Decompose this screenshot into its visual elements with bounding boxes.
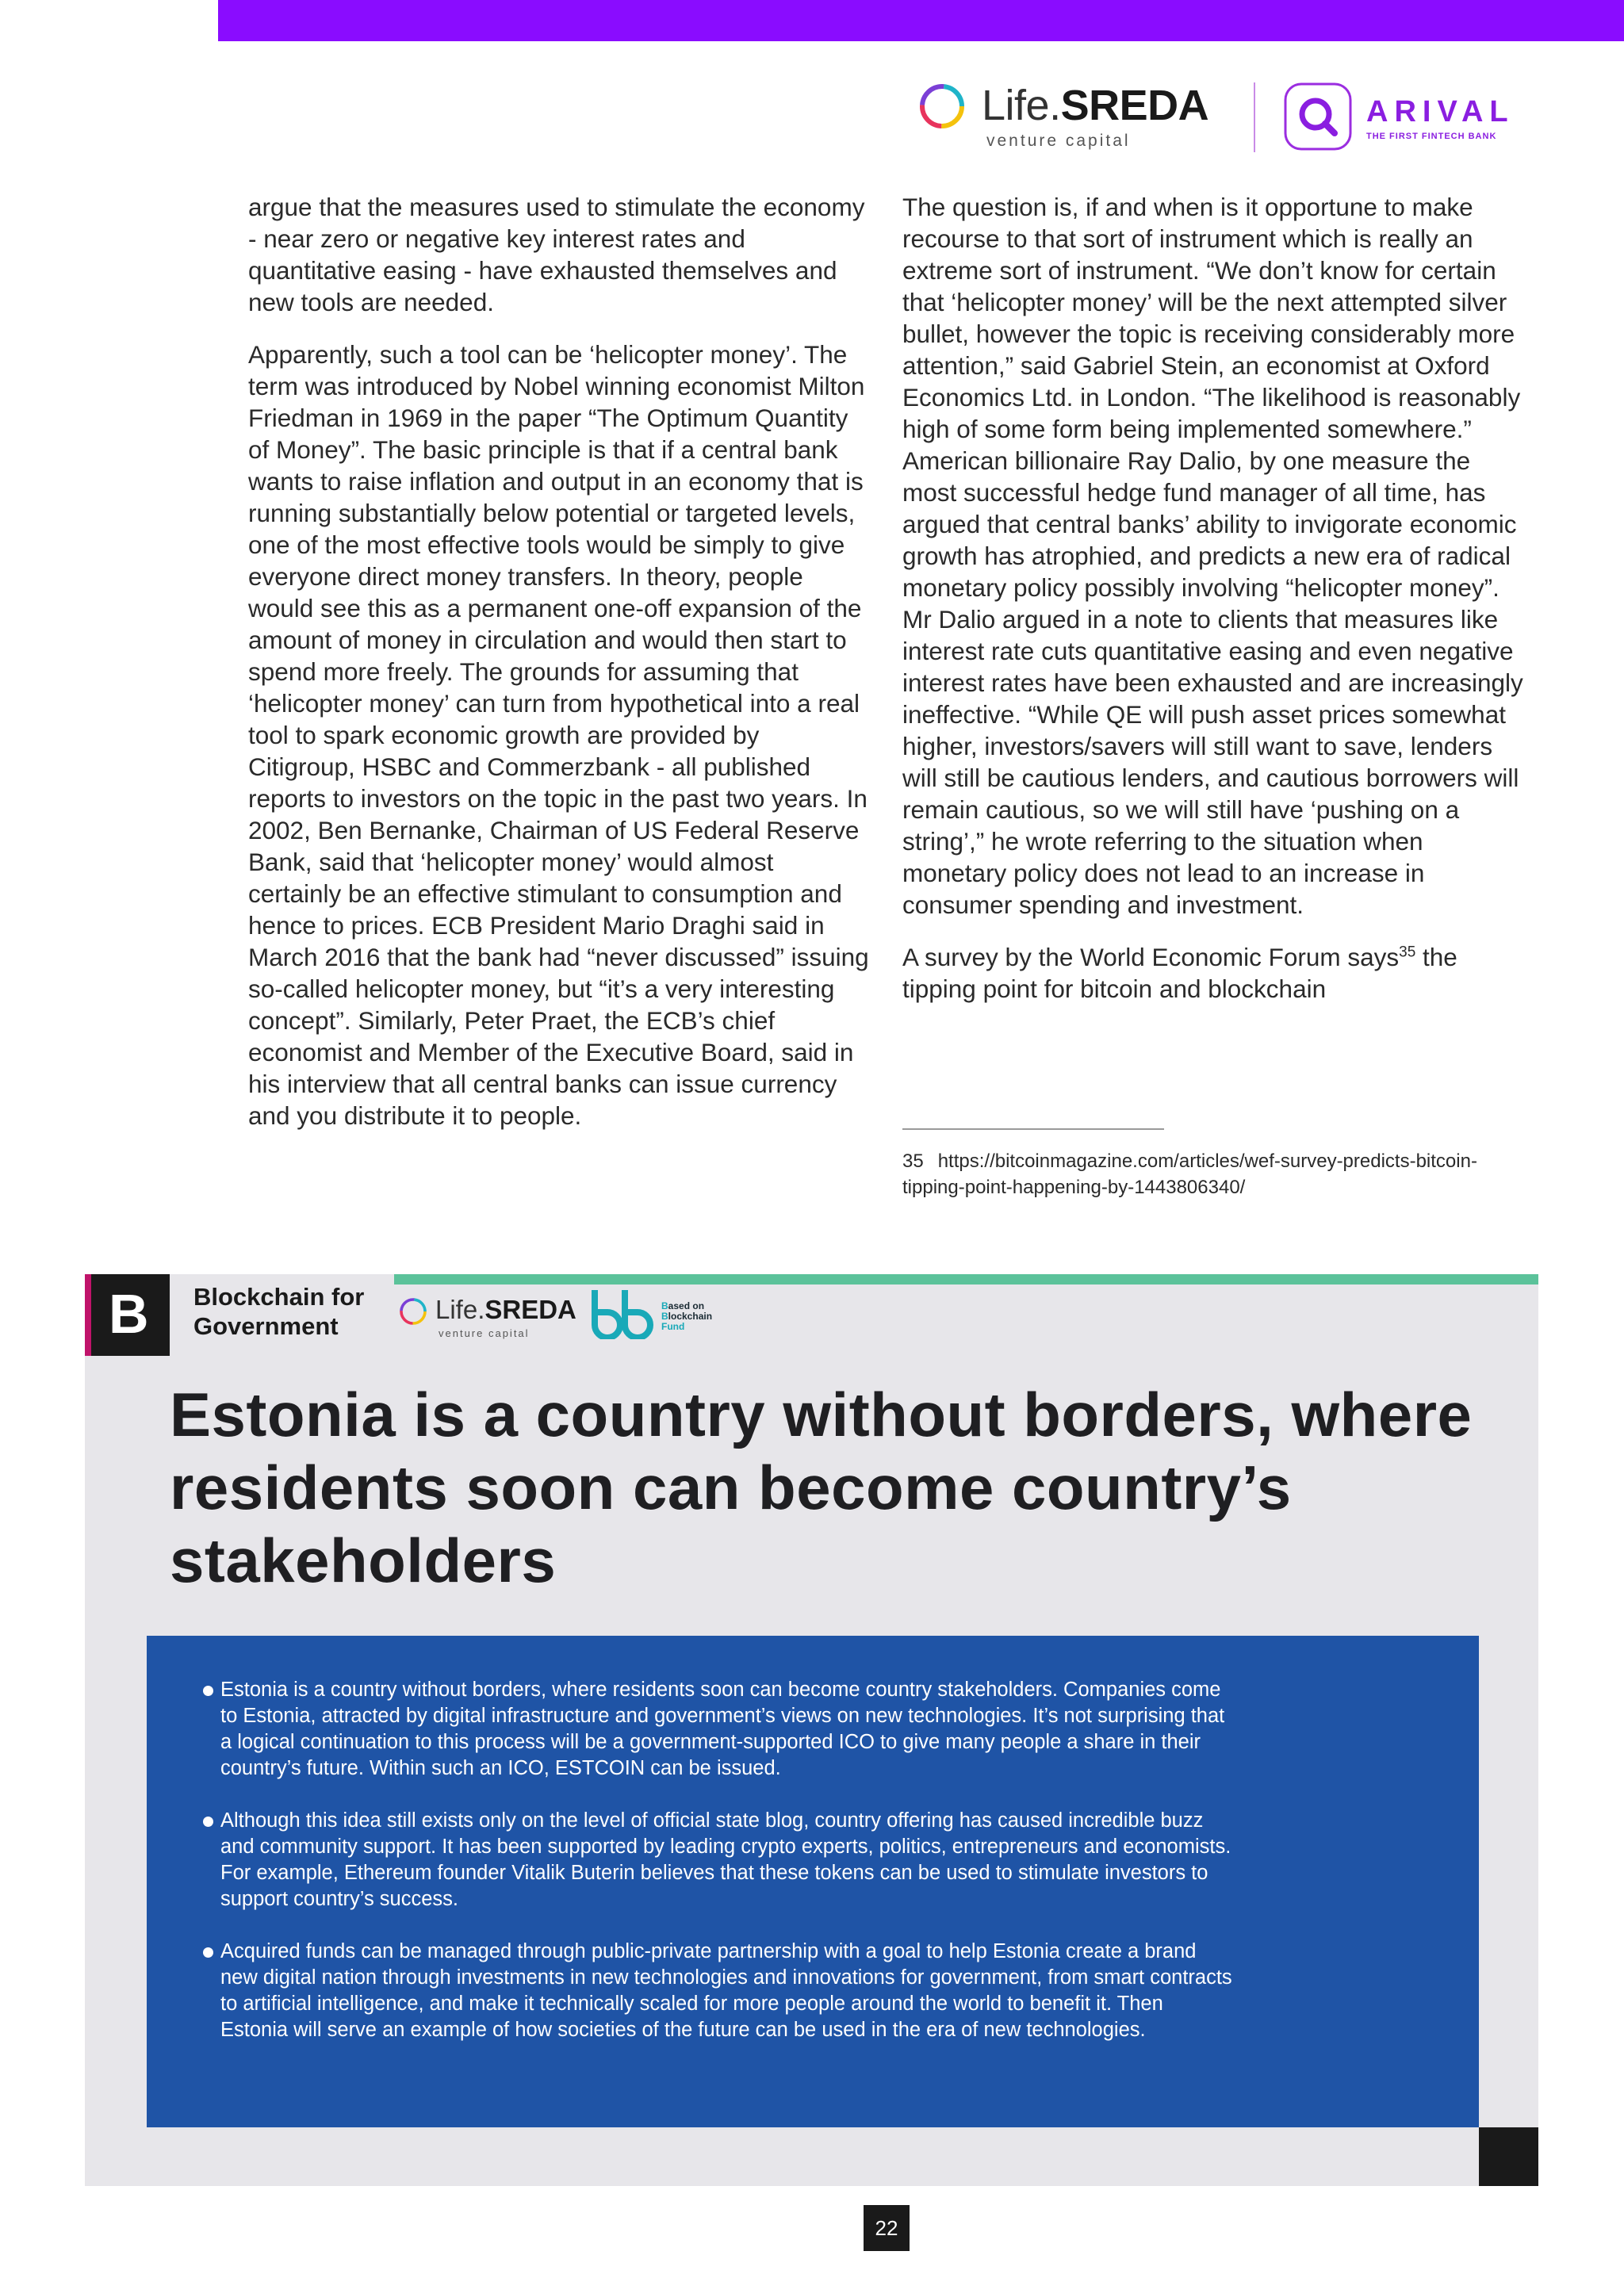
arival-search-icon — [1284, 82, 1352, 151]
footnote-ref[interactable]: 35 — [1399, 944, 1416, 961]
summary-bullet: Although this idea still exists only on the level of official state blog, country offering has caused incredible buzz and community support. It has been supported by leading crypto experts, politics, entrepreneurs and economists. For example, Ethereum founder Vitalik Buterin believes that these tokens can be used to stimulate investors to support country’s success. — [203, 1808, 1234, 1912]
footnote-number: 35 — [902, 1150, 924, 1172]
footnote-link[interactable]: https://bitcoinmagazine.com/articles/wef-survey-predicts-bitcoin-tipping-point-happening-by-1443806340/ — [902, 1150, 1477, 1198]
left-column — [248, 191, 872, 1152]
partner-life-sreda-wordmark: Life.SREDA — [435, 1295, 576, 1324]
partner-life-sreda-logo — [399, 1295, 576, 1343]
summary-bullet: Estonia is a country without borders, where residents soon can become country stakeholders. Companies come to Estonia, attracted by digital infrastructure and government’s views on new technologies. It’s not surprising that a logical continuation to this process will be a government-supported ICO to give many people a share in their country’s future. Within such an ICO, ESTCOIN can be issued. — [203, 1677, 1234, 1782]
arival-logo — [1284, 82, 1515, 154]
right-column — [902, 191, 1529, 1025]
top-accent-bar — [218, 0, 1624, 41]
life-sreda-wordmark: Life.SREDA — [982, 82, 1209, 129]
section-accent-line — [394, 1274, 1538, 1284]
summary-bullets — [203, 1677, 1234, 2069]
section-label: Blockchain for Government — [193, 1283, 365, 1340]
footnote-rule — [902, 1128, 1164, 1130]
section-badge: B — [85, 1274, 170, 1356]
section-headline: Estonia is a country without borders, where residents soon can become country’s stakeholders — [170, 1380, 1473, 1595]
footnote — [902, 1148, 1537, 1200]
partner-life-sreda-tagline: venture capital — [439, 1327, 530, 1339]
life-sreda-ring-icon — [918, 82, 966, 130]
partner-bob-logo — [590, 1287, 733, 1342]
left-paragraph-2: Apparently, such a tool can be ‘helicopter money’. The term was introduced by Nobel winning economist Milton Friedman in 1969 in the paper “The Optimum Quantity of Money”. The basic principle is that if a central bank wants to raise inflation and output in an economy that is running substantially below potential or targeted levels, one of the most effective tools would be simply to give everyone direct money transfers. In theory, people would see this as a permanent one-off expansion of the amount of money in circulation and would then start to spend more freely. The grounds for assuming that ‘helicopter money’ can turn from hypothetical into a real tool to spark economic growth are provided by Citigroup, HSBC and Commerzbank - all published reports to investors on the topic in the past two years. In 2002, Ben Bernanke, Chairman of US Federal Reserve Bank, said that ‘helicopter money’ would almost certainly be an effective stimulant to consumption and hence to prices. ECB President Mario Draghi said in March 2016 that the bank had “never discussed” issuing so-called helicopter money, but “it’s a very interesting concept”. Similarly, Peter Praet, the ECB’s chief economist and Member of the Executive Board, said in his interview that all central banks can issue currency and you distribute it to people. — [248, 340, 869, 1130]
bob-fund-icon — [590, 1287, 657, 1339]
arival-wordmark: ARIVAL — [1366, 95, 1515, 128]
page-number: 22 — [864, 2205, 910, 2251]
corner-block — [1479, 2127, 1538, 2186]
life-sreda-logo — [918, 79, 1209, 155]
arival-tagline: THE FIRST FINTECH BANK — [1366, 132, 1497, 141]
bullet-dot-icon — [203, 1686, 213, 1696]
right-paragraph-1: The question is, if and when is it opportune to make recourse to that sort of instrument which is really an extreme sort of instrument. “We don’t know for certain that ‘helicopter money’ will be the next attempted silver bullet, however the topic is receiving considerably more attention,” said Gabriel Stein, an economist at Oxford Economics Ltd. in London. “The likelihood is reasonably high of some form being implemented somewhere.” American billionaire Ray Dalio, by one measure the most successful hedge fund manager of all time, has argued that central banks’ ability to invigorate economic growth has atrophied, and predicts a new era of radical monetary policy possibly involving “helicopter money”. Mr Dalio argued in a note to clients that measures like interest rate cuts quantitative easing and even negative interest rates have been exhausted and are increasingly ineffective. “While QE will push asset prices somewhat higher, investors/savers will still want to save, lenders will still be cautious lenders, and cautious borrowers will remain cautious, so we will still have ‘pushing on a string’,” he wrote referring to the situation when monetary policy does not lead to an increase in consumer spending and investment. — [902, 193, 1523, 919]
summary-bullet: Acquired funds can be managed through public-private partnership with a goal to help Estonia create a brand new digital nation through investments in new technologies and innovations for government, from smart contracts to artificial intelligence, and make it technically scaled for more people around the world to benefit it. Then Estonia will serve an example of how societies of the future can be used in the era of new technologies. — [203, 1939, 1234, 2043]
bullet-dot-icon — [203, 1817, 213, 1827]
life-sreda-ring-icon — [399, 1297, 427, 1326]
bullet-dot-icon — [203, 1947, 213, 1958]
left-paragraph-1: argue that the measures used to stimulate the economy - near zero or negative key interest rates and quantitative easing - have exhausted themselves and new tools are needed. — [248, 193, 865, 316]
life-sreda-tagline: venture capital — [986, 132, 1131, 150]
bob-fund-name: Based on Blockchain Fund — [661, 1300, 713, 1332]
header-divider — [1254, 82, 1255, 152]
right-paragraph-2: A survey by the World Economic Forum says$^{35}$ the tipping point for bitcoin and blockchain — [902, 943, 1457, 1003]
